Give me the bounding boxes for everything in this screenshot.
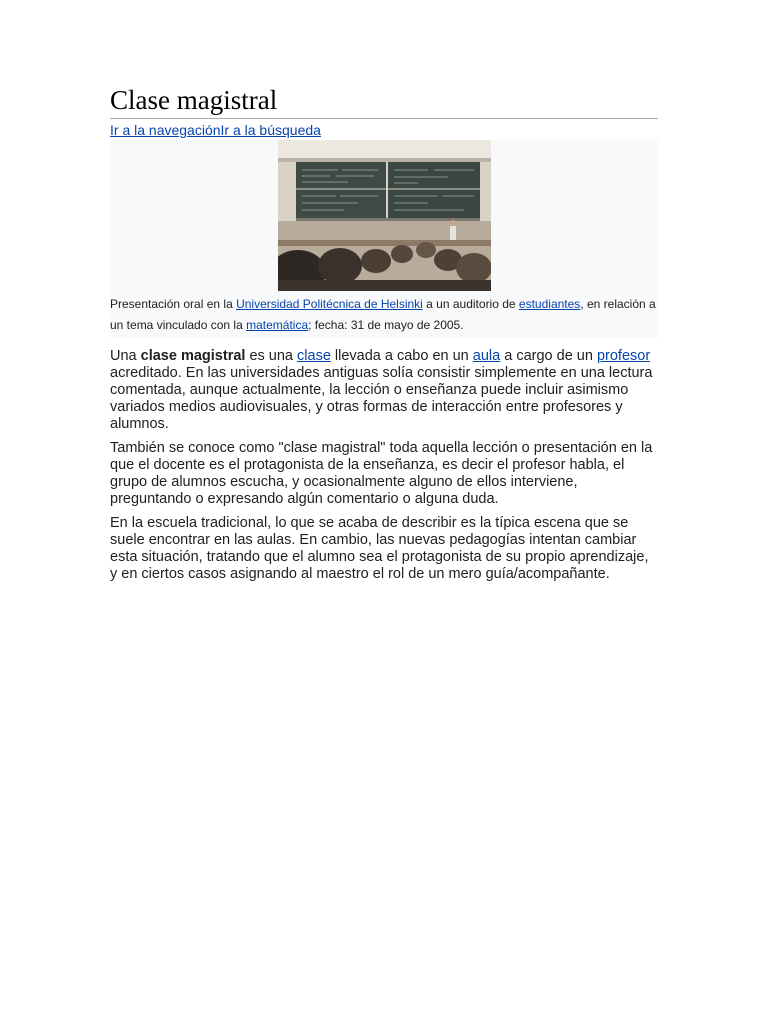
paragraph-text: Una — [110, 348, 141, 364]
page-title: Clase magistral — [110, 84, 658, 119]
jump-to-search-link[interactable]: Ir a la búsqueda — [220, 122, 321, 138]
clase-link[interactable]: clase — [297, 348, 331, 364]
caption-text: Presentación oral en la — [110, 297, 237, 311]
caption-text: ; fecha: 31 de mayo de 2005. — [308, 318, 464, 332]
paragraph-third: En la escuela tradicional, lo que se acaba de describir es la típica escena que se suele encontrar en las aulas. En cambio, las nuevas pedagogías intentan cambiar esta situación, tratando que el alumno sea el protagonista de su propio aprendizaje, y en ciertos casos asignando al maestro el rol de un mero guía/acompañante. — [110, 515, 649, 582]
paragraph-text: a cargo de un — [500, 348, 597, 364]
jump-links — [110, 121, 658, 139]
paragraph-text: es una — [245, 348, 298, 364]
helsinki-university-link[interactable]: Universidad Politécnica de Helsinki — [236, 297, 423, 311]
figure-caption — [110, 291, 658, 336]
caption-text: a un auditorio de — [422, 297, 519, 311]
lecture-hall-photo[interactable] — [278, 140, 491, 291]
profesor-link[interactable]: profesor — [596, 348, 651, 364]
paragraph-text: acreditado. En las universidades antiguas solía consistir simplemente en una lectura comentada, aunque actualmente, la lección o enseñanza puede incluir asimismo variados medios audiovisuales, y otras formas de interacción entre profesores y alumnos. — [110, 365, 653, 432]
article — [110, 84, 658, 590]
caption-text: , en relación a un tema vinculado con la — [110, 297, 656, 332]
paragraph-intro — [110, 348, 658, 433]
term-bold: clase magistral — [140, 348, 246, 364]
thumbnail-figure — [110, 140, 658, 338]
aula-link[interactable]: aula — [472, 348, 501, 364]
jump-to-navigation-link[interactable]: Ir a la navegación — [110, 122, 221, 138]
paragraph-second: También se conoce como "clase magistral" toda aquella lección o presentación en la que el docente es el protagonista de la enseñanza, es decir el profesor habla, el grupo de alumnos escucha, y ocasionalmente alguno de ellos interviene, preguntando o expresando algún comentario o alguna duda. — [110, 440, 653, 507]
mathematics-link[interactable]: matemática — [246, 318, 309, 332]
article-body — [110, 348, 658, 583]
paragraph-text: llevada a cabo en un — [330, 348, 473, 364]
students-link[interactable]: estudiantes — [518, 297, 581, 311]
